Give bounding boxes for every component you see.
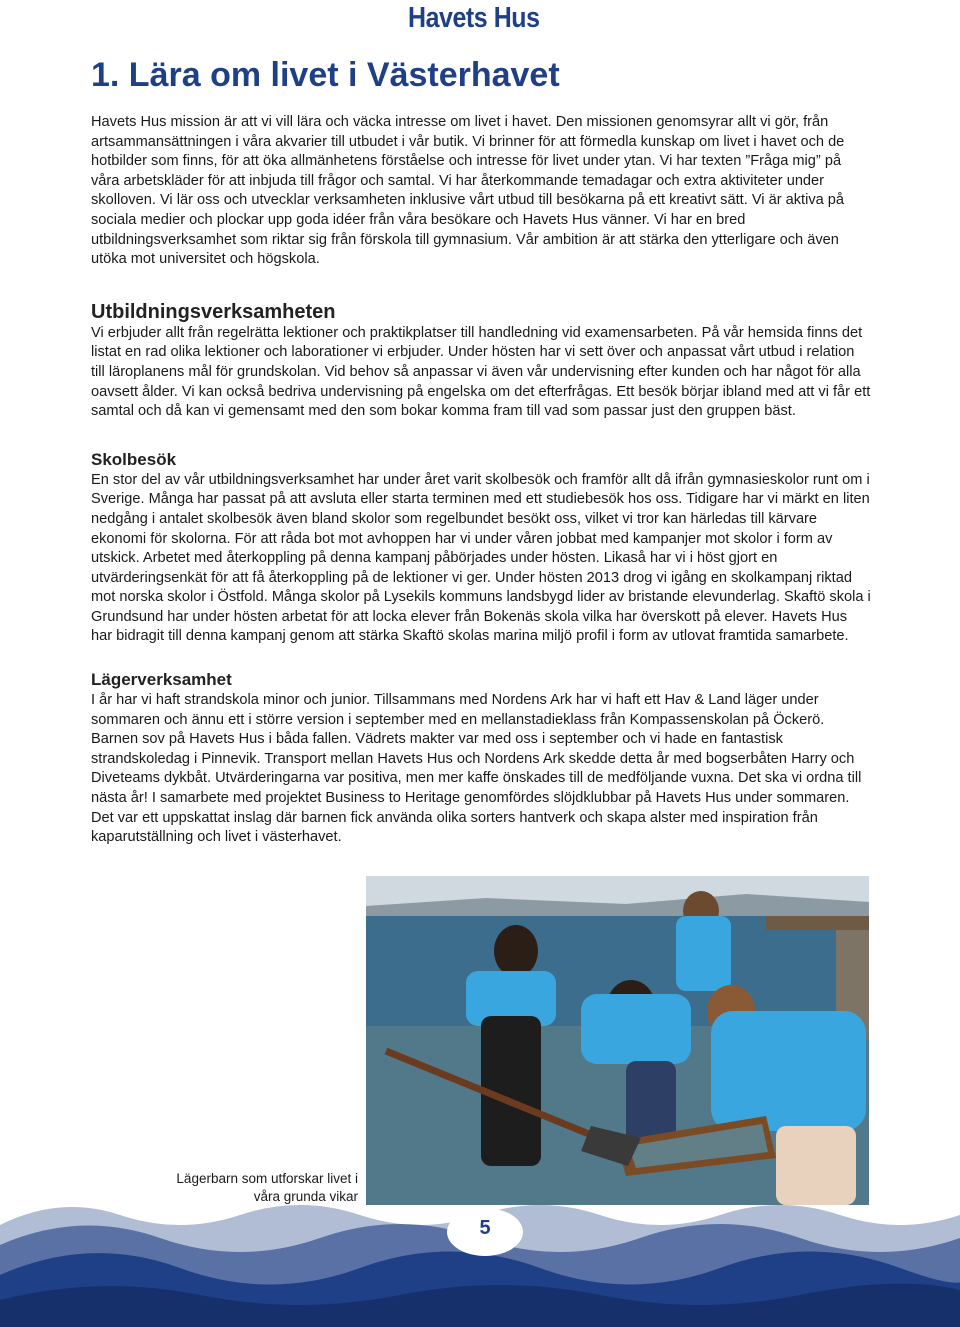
photo-caption: Lägerbarn som utforskar livet i våra grunda vikar [176, 1171, 358, 1204]
heading-skolbesok: Skolbesök [91, 449, 177, 469]
article-body [91, 113, 871, 848]
paragraph-lagerverksamhet: I år har vi haft strandskola minor och junior. Tillsammans med Nordens Ark har vi haft ett Hav & Land läger under sommaren och ännu ett i större version i september med en mellanstadieklass från Kompassenskolan på Öckerö. Barnen sov på Havets Hus i båda fallen. Vädrets makter var med oss i september och vi hade en fantastisk strandskoledag i Pinnevik. Transport mellan Havets Hus och Nordens Ark skedde detta år med bogserbåten Harry och Diveteams dykbåt. Utvärderingarna var positiva, men mer kaffe önskades till de medföljande vuxna. Det ska vi ordna till nästa år! I samarbete med projektet Business to Heritage genomfördes slöjdklubbar på Havets Hus under sommaren. Det var ett uppskattat inslag där barnen fick använda olika sorters hantverk och skapa alster med inspiration från kaparutställning och livet i västerhavet. [91, 692, 862, 846]
camp-photo [366, 876, 869, 1205]
heading-lagerverksamhet: Lägerverksamhet [91, 670, 232, 690]
heading-utbildningsverksamheten: Utbildningsverksamheten [91, 300, 336, 323]
chapter-title: 1. Lära om livet i Västerhavet [91, 56, 560, 94]
intro-paragraph: Havets Hus mission är att vi vill lära och väcka intresse om livet i havet. Den missionen genomsyrar allt vi gör, från artsammansättningen i våra akvarier till utbudet i vår butik. Vi brinner för att förmedla kunskap om livet i havet och de hotbilder som finns, för att öka allmänhetens förståelse och intresse för livet under ytan. Vi har texten ”Fråga mig” på våra arbetskläder för att inbjuda till frågor och samtal. Vi har återkommande temadagar och extra aktiviteter under skolloven. Vi lär oss och utvecklar verksamheten inklusive vårt utbud till besökarna på ett kreativt sätt. Vi är aktiva på sociala medier och plockar upp goda idéer från våra besökare och Havets Hus vänner. Vi har en bred utbildningsverksamhet som riktar sig från förskola till gymnasium. Vår ambition är att stärka den ytterligare och även utöka mot universitet och högskola. [91, 114, 845, 268]
page-number: 5 [479, 1217, 491, 1239]
paragraph-skolbesok: En stor del av vår utbildningsverksamhet har under året varit skolbesök och framför allt då ifrån gymnasieskolor runt om i Sverige. Många har passat på att avsluta eller starta terminen med ett studiebesök hos oss. Tidigare har vi märkt en liten nedgång i antalet skolbesök även bland skolor som regelbundet besökt oss, vilket vi tror kan härledas till kärvare ekonomi för skolorna. För att råda bot mot avhoppen har vi under våren jobbat med kampanjer mot skolor i form av utskick. Arbetet med återkoppling på denna kampanj påbörjades under hösten. Likaså har vi i höst gjort en utvärderingsenkät för att få återkoppling på de lektioner vi ger. Under hösten 2013 drog vi igång en skolkampanj riktad mot norska skolor i Östfold. Många skolor på Lysekils kommuns landsbygd lider av bristande elevunderlag. Skaftö skola i Grundsund har under hösten arbetat för att locka elever från Bokenäs skola vilka har överskott på elever. Havets Hus har bidragit till denna kampanj genom att stärka Skaftö skolas marina miljö profil i form av utlovat framtida samarbete. [91, 471, 871, 645]
paragraph-utbildningsverksamheten: Vi erbjuder allt från regelrätta lektioner och praktikplatser till handledning vid examensarbeten. På vår hemsida finns det listat en rad olika lektioner och laborationer vi erbjuder. Under hösten har vi sett över och anpassat vårt utbud i relation till läroplanens mål för grundskolan. Vid behov så anpassar vi även vår undervisning efter kunden och har något för alla oavsett ålder. Vi kan också bedriva undervisning på engelska om det efterfrågas. Ett besök börjar ibland med att vi får ett samtal och då kan vi gemensamt med den som bokar komma fram till vad som passar just den gruppen bäst. [91, 324, 871, 420]
brand-name: Havets Hus [408, 2, 540, 34]
wave-footer-decoration [0, 1190, 960, 1327]
